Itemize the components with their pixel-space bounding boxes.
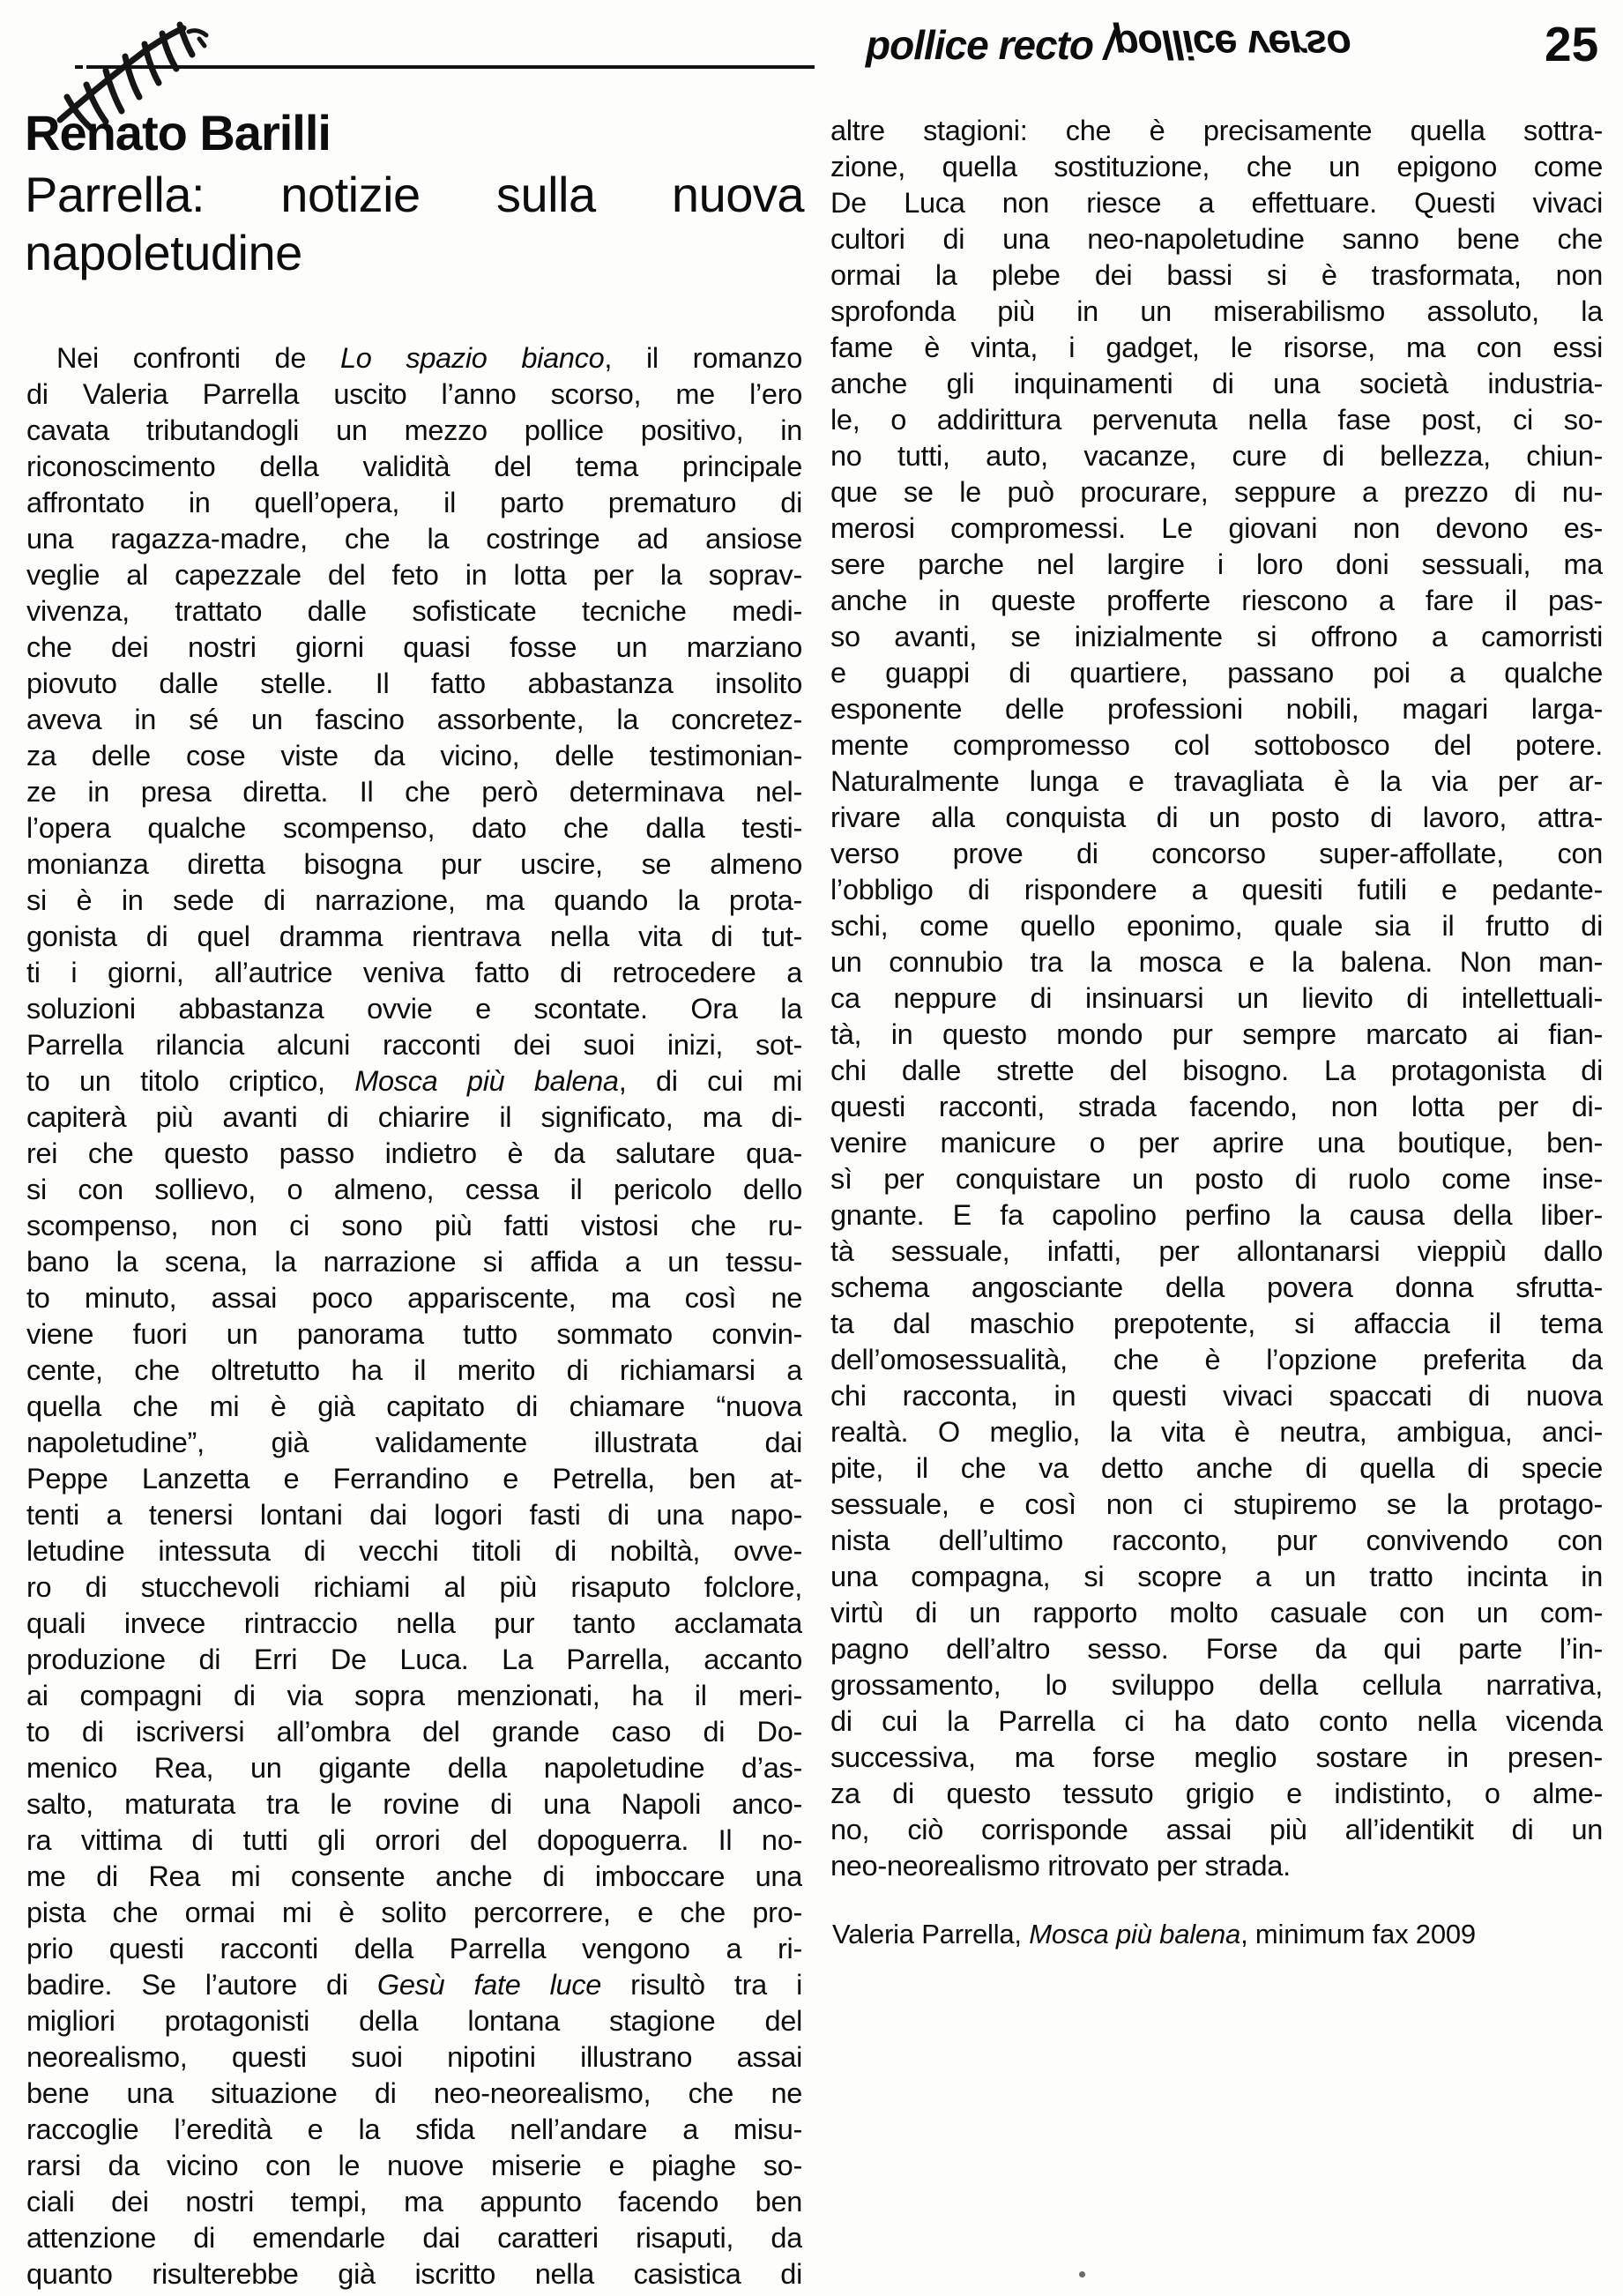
text-line: ta dal maschio prepotente, si affaccia il tema (830, 1308, 1603, 1339)
text-line: quali invece rintraccio nella pur tanto acclamata (26, 1607, 802, 1639)
text-line: za di questo tessuto grigio e indistinto, o alme- (830, 1778, 1603, 1809)
scan-speck (1079, 2271, 1085, 2277)
text-line: schi, come quello eponimo, quale sia il frutto di (830, 910, 1603, 942)
text-line: migliori protagonisti della lontana stagione del (26, 2005, 802, 2037)
text-line: rarsi da vicino con le nuove miserie e piaghe so- (26, 2150, 802, 2181)
text-line: ti i giorni, all’autrice veniva fatto di retrocedere a (26, 957, 802, 988)
text-line: sì per conquistare un posto di ruolo come inse- (830, 1163, 1603, 1195)
text-line: monianza diretta bisogna pur uscire, se almeno (26, 848, 802, 880)
text-line: l’obbligo di rispondere a quesiti futili e pedante- (830, 874, 1603, 906)
text-line: ca neppure di insinuarsi un lievito di intellettuali- (830, 982, 1603, 1014)
text-line: Naturalmente lunga e travagliata è la via per ar- (830, 765, 1603, 797)
running-title-mirrored: pollice verso (1113, 22, 1351, 68)
text-line: tà, in questo mondo pur sempre marcato ai fian- (830, 1018, 1603, 1050)
text-line: virtù di un rapporto molto casuale con un com- (830, 1597, 1603, 1629)
header-rule-dash (75, 65, 83, 69)
text-line: altre stagioni: che è precisamente quella sottra- (830, 115, 1603, 146)
text-line: cavata tributandogli un mezzo pollice positivo, in (26, 414, 802, 446)
text-line: pite, il che va detto anche di quella di specie (830, 1452, 1603, 1484)
text-line: Peppe Lanzetta e Ferrandino e Petrella, ben at- (26, 1463, 802, 1495)
text-line: questi racconti, strada facendo, non lotta per di- (830, 1091, 1603, 1122)
text-line: ciali dei nostri tempi, ma appunto facendo ben (26, 2186, 802, 2218)
text-line: menico Rea, un gigante della napoletudine d’as- (26, 1752, 802, 1784)
text-line: raccoglie l’eredità e la sfida nell’andare a misu- (26, 2113, 802, 2145)
text-line: ai compagni di via sopra menzionati, ha il meri- (26, 1680, 802, 1711)
text-line: ormai la plebe dei bassi si è trasformata, non (830, 259, 1603, 291)
right-text-column (830, 113, 1603, 1884)
text-line: rei che questo passo indietro è da salutare qua- (26, 1137, 802, 1169)
text-line: quella che mi è già capitato di chiamare “nuova (26, 1390, 802, 1422)
text-line: e guappi di quartiere, passano poi a qualche (830, 657, 1603, 689)
text-line: sessuale, e così non ci stupiremo se la protago- (830, 1488, 1603, 1520)
text-line: attenzione di emendarle dai caratteri risaputi, da (26, 2222, 802, 2254)
text-line: si con sollievo, o almeno, cessa il pericolo dello (26, 1174, 802, 1205)
text-line: bene una situazione di neo-neorealismo, che ne (26, 2077, 802, 2109)
article-title-line2: napoletudine (25, 225, 302, 280)
text-line: ze in presa diretta. Il che però determinava nel- (26, 776, 802, 808)
text-line: anche in queste profferte riescono a fare il pas- (830, 585, 1603, 616)
text-line: rivare alla conquista di un posto di lavoro, attra- (830, 801, 1603, 833)
article-title (25, 166, 804, 282)
text-line: anche gli inquinamenti di una società industria- (830, 368, 1603, 399)
scan-speck (389, 399, 393, 403)
text-line: De Luca non riesce a effettuare. Questi vivaci (830, 187, 1603, 219)
text-line: verso prove di concorso super-affollate, con (830, 838, 1603, 869)
text-line: chi dalle strette del bisogno. La protagonista di (830, 1055, 1603, 1086)
text-line: cultori di una neo-napoletudine sanno bene che (830, 223, 1603, 255)
header-rule (86, 65, 815, 69)
text-line: sprofonda più in un miserabilismo assoluto, la (830, 295, 1603, 327)
text-line: veglie al capezzale del feto in lotta per la soprav- (26, 559, 802, 591)
text-line: bano la scena, la narrazione si affida a un tessu- (26, 1246, 802, 1278)
text-line: venire manicure o per aprire una boutique, ben- (830, 1127, 1603, 1159)
text-line: fame è vinta, i gadget, le risorse, ma con essi (830, 332, 1603, 363)
text-line: zione, quella sostituzione, che un epigono come (830, 151, 1603, 183)
running-title: pollice recto / (866, 22, 1114, 68)
text-line: produzione di Erri De Luca. La Parrella, accanto (26, 1644, 802, 1675)
text-line: ra vittima di tutti gli orrori del dopoguerra. Il no- (26, 1824, 802, 1856)
text-line: aveva in sé un fascino assorbente, la concretez- (26, 704, 802, 735)
page-number: 25 (1545, 17, 1599, 71)
text-line: no, ciò corrisponde assai più all’identikit di un (830, 1814, 1603, 1845)
text-line: prio questi racconti della Parrella vengono a ri- (26, 1933, 802, 1964)
text-line: capiterà più avanti di chiarire il significato, ma di- (26, 1101, 802, 1133)
text-line: badire. Se l’autore di Gesù fate luce risultò tra i (26, 1969, 802, 2001)
text-line: Nei confronti de Lo spazio bianco, il romanzo (56, 342, 802, 374)
text-line: gnante. E fa capolino perfino la causa della liber- (830, 1199, 1603, 1231)
text-line: no tutti, auto, vacanze, cure di bellezza, chiun- (830, 440, 1603, 472)
text-line: so avanti, se inizialmente si offrono a camorristi (830, 621, 1603, 652)
text-line: di Valeria Parrella uscito l’anno scorso, me l’ero (26, 378, 802, 410)
text-line: una ragazza-madre, che la costringe ad ansiose (26, 523, 802, 555)
text-line: che dei nostri giorni quasi fosse un marziano (26, 631, 802, 663)
text-line: pagno dell’altro sesso. Forse da qui parte l’in- (830, 1633, 1603, 1665)
text-line: cente, che oltretutto ha il merito di richiamarsi a (26, 1354, 802, 1386)
text-line: le, o addirittura pervenuta nella fase post, ci so- (830, 404, 1603, 436)
text-line: schema angosciante della povera donna sfrutta- (830, 1271, 1603, 1303)
text-line: to un titolo criptico, Mosca più balena, di cui mi (26, 1065, 802, 1097)
running-head (866, 21, 1483, 69)
text-line: vivenza, trattato dalle sofisticate tecniche medi- (26, 595, 802, 627)
text-line: scompenso, non ci sono più fatti vistosi che ru- (26, 1210, 802, 1241)
article-title-line1: Parrella: notizie sulla nuova (25, 167, 804, 222)
text-line: pista che ormai mi è solito percorrere, e che pro- (26, 1897, 802, 1928)
text-line: sere parche nel largire i loro doni sessuali, ma (830, 548, 1603, 580)
text-line: successiva, ma forse meglio sostare in presen- (830, 1741, 1603, 1773)
text-line: realtà. O meglio, la vita è neutra, ambigua, anci- (830, 1416, 1603, 1448)
text-line: merosi compromessi. Le giovani non devono es- (830, 512, 1603, 544)
text-line: dell’omosessualità, che è l’opzione preferita da (830, 1344, 1603, 1375)
text-line: chi racconta, in questi vivaci spaccati di nuova (830, 1380, 1603, 1412)
text-line: piovuto dalle stelle. Il fatto abbastanza insolito (26, 667, 802, 699)
text-line: Parrella rilancia alcuni racconti dei suoi inizi, sot- (26, 1029, 802, 1061)
text-line: salto, maturata tra le rovine di una Napoli anco- (26, 1788, 802, 1820)
text-line: to minuto, assai poco appariscente, ma così ne (26, 1282, 802, 1314)
text-line: me di Rea mi consente anche di imboccare una (26, 1860, 802, 1892)
text-line: napoletudine”, già validamente illustrata dai (26, 1427, 802, 1458)
text-line: riconoscimento della validità del tema principale (26, 451, 802, 482)
text-line: esponente delle professioni nobili, magari larga- (830, 693, 1603, 725)
left-text-column (26, 340, 802, 2292)
article-author: Renato Barilli (25, 105, 331, 160)
text-line: tenti a tenersi lontani dai logori fasti di una napo- (26, 1499, 802, 1531)
text-line: quanto risulterebbe già iscritto nella casistica di (26, 2258, 802, 2290)
text-line: que se le può procurare, seppure a prezzo di nu- (830, 476, 1603, 508)
text-line: gonista di quel dramma rientrava nella vita di tut- (26, 921, 802, 952)
text-line: un connubio tra la mosca e la balena. Non man- (830, 946, 1603, 978)
text-line: grossamento, lo sviluppo della cellula narrativa, (830, 1669, 1603, 1701)
text-line: ro di stucchevoli richiami al più risaputo folclore, (26, 1571, 802, 1603)
text-line: to di iscriversi all’ombra del grande caso di Do- (26, 1716, 802, 1748)
text-line: affrontato in quell’opera, il parto prematuro di (26, 487, 802, 518)
text-line: viene fuori un panorama tutto sommato convin- (26, 1318, 802, 1350)
text-line: soluzioni abbastanza ovvie e scontate. Ora la (26, 993, 802, 1025)
book-citation: Valeria Parrella, Mosca più balena, minimum fax 2009 (832, 1919, 1476, 1949)
text-line: neorealismo, questi suoi nipotini illustrano assai (26, 2041, 802, 2073)
text-line: di cui la Parrella ci ha dato conto nella vicenda (830, 1705, 1603, 1737)
text-line: si è in sede di narrazione, ma quando la prota- (26, 884, 802, 916)
text-line: una compagna, si scopre a un tratto incinta in (830, 1561, 1603, 1592)
text-line: nista dell’ultimo racconto, pur convivendo con (830, 1524, 1603, 1556)
text-line: za delle cose viste da vicino, delle testimonian- (26, 740, 802, 772)
text-line: letudine intessuta di vecchi titoli di nobiltà, ovve- (26, 1535, 802, 1567)
text-line: neo-neorealismo ritrovato per strada. (830, 1850, 1291, 1882)
text-line: tà sessuale, infatti, per allontanarsi vieppiù dallo (830, 1235, 1603, 1267)
text-line: mente compromesso col sottobosco del potere. (830, 729, 1603, 761)
text-line: l’opera qualche scompenso, dato che dalla testi- (26, 812, 802, 844)
